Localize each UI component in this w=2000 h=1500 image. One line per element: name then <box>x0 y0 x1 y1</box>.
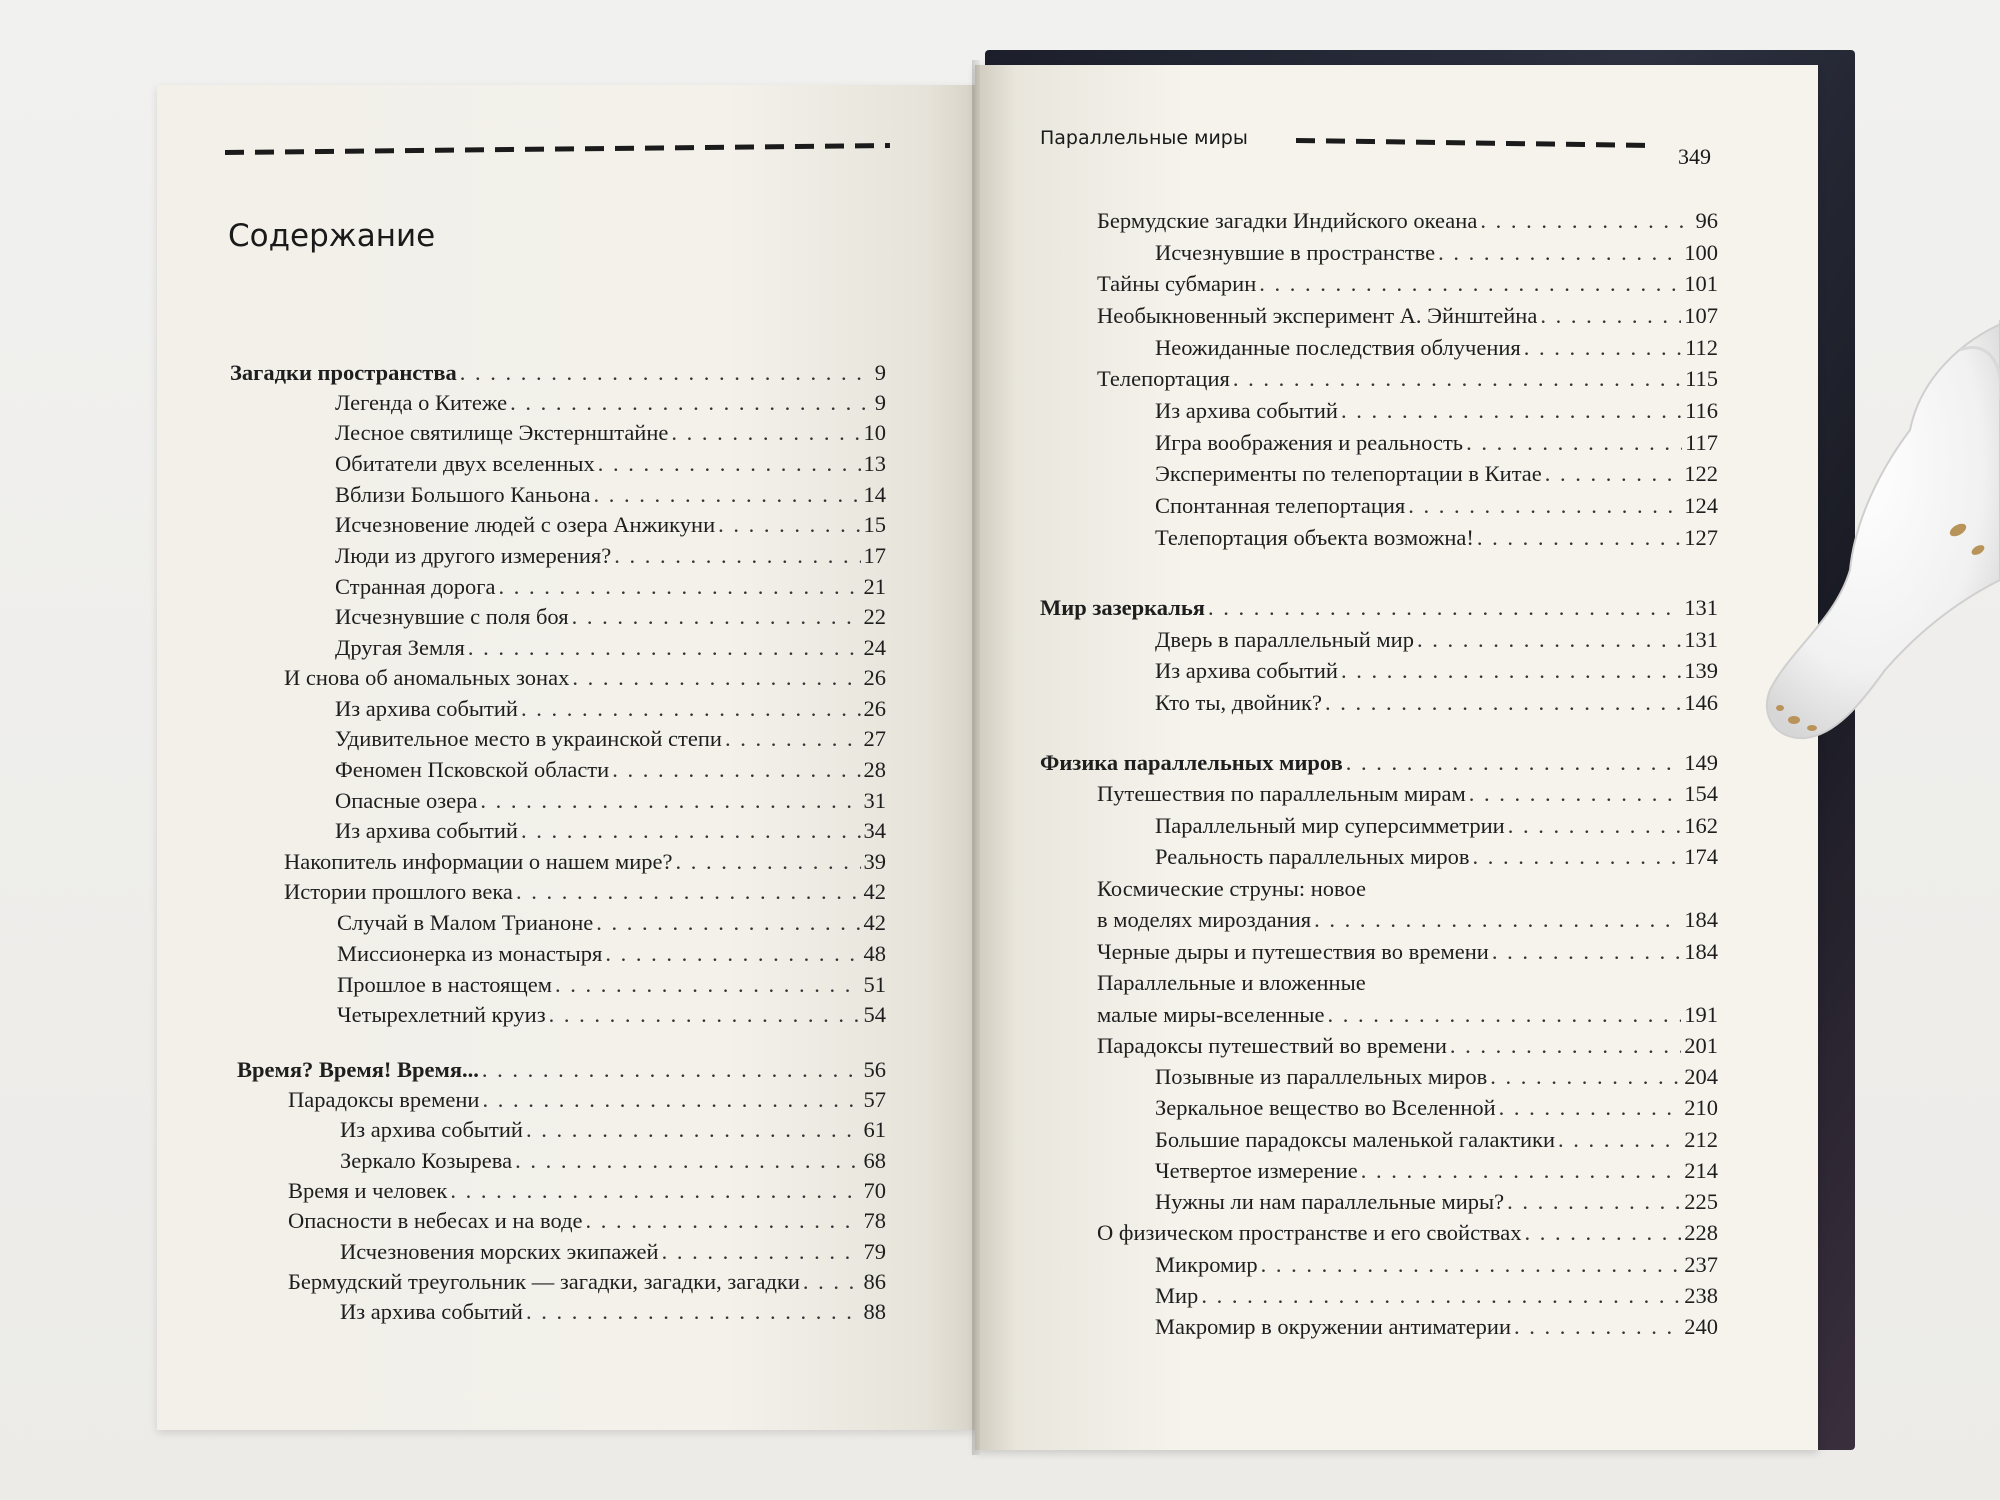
toc-entry: Накопитель информации о нашем мире? . . . 39 <box>284 849 886 875</box>
toc-entry: Зеркальное вещество во Вселенной . . . 210 <box>1155 1095 1718 1121</box>
toc-entry: Дверь в параллельный мир . . . 131 <box>1155 627 1718 653</box>
toc-entry: Мир . . . 238 <box>1155 1283 1718 1309</box>
toc-entry: Легенда о Китеже . . . 9 <box>335 390 886 416</box>
toc-entry: Макромир в окружении антиматерии . . . 240 <box>1155 1314 1718 1340</box>
toc-entry: И снова об аномальных зонах . . . 26 <box>284 665 886 691</box>
toc-entry: Мир зазеркалья . . . 131 <box>1040 595 1718 621</box>
toc-entry: Микромир . . . 237 <box>1155 1252 1718 1278</box>
toc-entry: Четырехлетний круиз . . . 54 <box>337 1002 886 1028</box>
toc-entry: Тайны субмарин . . . 101 <box>1097 271 1718 297</box>
toc-entry: Лесное святилище Экстернштайне . . . 10 <box>335 420 886 446</box>
toc-entry: Из архива событий . . . 34 <box>335 818 886 844</box>
toc-entry: Обитатели двух вселенных . . . 13 <box>335 451 886 477</box>
toc-entry: Четвертое измерение . . . 214 <box>1155 1158 1718 1184</box>
toc-entry: Параллельные и вложенные <box>1097 970 1366 995</box>
toc-title: Содержание <box>228 218 436 254</box>
toc-entry: Вблизи Большого Каньона . . . 14 <box>335 482 886 508</box>
book-spine <box>972 60 980 1455</box>
toc-entry: Истории прошлого века . . . 42 <box>284 879 886 905</box>
toc-entry: Феномен Псковской области . . . 28 <box>335 757 886 783</box>
toc-entry: Исчезновения морских экипажей . . . 79 <box>340 1239 886 1265</box>
porcelain-figurine <box>1760 320 2000 760</box>
toc-entry: Случай в Малом Трианоне . . . 42 <box>337 910 886 936</box>
page-number: 349 <box>1678 144 1711 169</box>
toc-entry: Загадки пространства . . . 9 <box>230 360 886 386</box>
toc-entry: Физика параллельных миров . . . 149 <box>1040 750 1718 776</box>
toc-entry: Из архива событий . . . 61 <box>340 1117 886 1143</box>
toc-entry: Из архива событий . . . 88 <box>340 1299 886 1325</box>
running-title: Параллельные миры <box>1040 127 1248 149</box>
toc-entry: в моделях мироздания . . . 184 <box>1097 907 1718 933</box>
toc-entry: Другая Земля . . . 24 <box>335 635 886 661</box>
toc-entry: Люди из другого измерения? . . . 17 <box>335 543 886 569</box>
toc-entry: Космические струны: новое <box>1097 876 1367 901</box>
toc-entry: Из архива событий . . . 26 <box>335 696 886 722</box>
toc-entry: Бермудские загадки Индийского океана . . . 96 <box>1097 208 1718 234</box>
toc-entry: Парадоксы времени . . . 57 <box>288 1087 886 1113</box>
toc-entry: Из архива событий . . . 116 <box>1155 398 1718 424</box>
toc-entry: Странная дорога . . . 21 <box>335 574 886 600</box>
toc-entry: Кто ты, двойник? . . . 146 <box>1155 690 1718 716</box>
toc-entry: Эксперименты по телепортации в Китае . . . 122 <box>1155 461 1718 487</box>
toc-entry: Большие парадоксы маленькой галактики . . . 212 <box>1155 1127 1718 1153</box>
toc-entry: Удивительное место в украинской степи . . . 27 <box>335 726 886 752</box>
toc-entry: О физическом пространстве и его свойствах . . . 228 <box>1097 1220 1718 1246</box>
toc-entry: Исчезнувшие в пространстве . . . 100 <box>1155 240 1718 266</box>
toc-entry: Парадоксы путешествий во времени . . . 201 <box>1097 1033 1718 1059</box>
toc-entry: Опасные озера . . . 31 <box>335 788 886 814</box>
toc-entry: Зеркало Козырева . . . 68 <box>340 1148 886 1174</box>
toc-entry: Спонтанная телепортация . . . 124 <box>1155 493 1718 519</box>
toc-entry: Игра воображения и реальность . . . 117 <box>1155 430 1718 456</box>
toc-entry: Из архива событий . . . 139 <box>1155 658 1718 684</box>
toc-entry: Миссионерка из монастыря . . . 48 <box>337 941 886 967</box>
toc-entry: Параллельный мир суперсимметрии . . . 162 <box>1155 813 1718 839</box>
toc-entry: Необыкновенный эксперимент А. Эйнштейна . . . 107 <box>1097 303 1718 329</box>
toc-entry: Путешествия по параллельным мирам . . . 154 <box>1097 781 1718 807</box>
toc-entry: Неожиданные последствия облучения . . . 112 <box>1155 335 1718 361</box>
toc-entry: Бермудский треугольник — загадки, загадки, загадки . . . 86 <box>288 1269 886 1295</box>
toc-entry: Телепортация объекта возможна! . . . 127 <box>1155 525 1718 551</box>
toc-entry: Реальность параллельных миров . . . 174 <box>1155 844 1718 870</box>
toc-entry: Черные дыры и путешествия во времени . . . 184 <box>1097 939 1718 965</box>
toc-entry: Телепортация . . . 115 <box>1097 366 1718 392</box>
toc-entry: Нужны ли нам параллельные миры? . . . 225 <box>1155 1189 1718 1215</box>
toc-entry: Исчезновение людей с озера Анжикуни . . . 15 <box>335 512 886 538</box>
toc-entry: Позывные из параллельных миров . . . 204 <box>1155 1064 1718 1090</box>
toc-entry: Время? Время! Время... . . . 56 <box>237 1057 886 1083</box>
toc-entry: Время и человек . . . 70 <box>288 1178 886 1204</box>
toc-entry: Опасности в небесах и на воде . . . 78 <box>288 1208 886 1234</box>
toc-entry: малые миры-вселенные . . . 191 <box>1097 1002 1718 1028</box>
toc-entry: Исчезнувшие с поля боя . . . 22 <box>335 604 886 630</box>
toc-entry: Прошлое в настоящем . . . 51 <box>337 972 886 998</box>
